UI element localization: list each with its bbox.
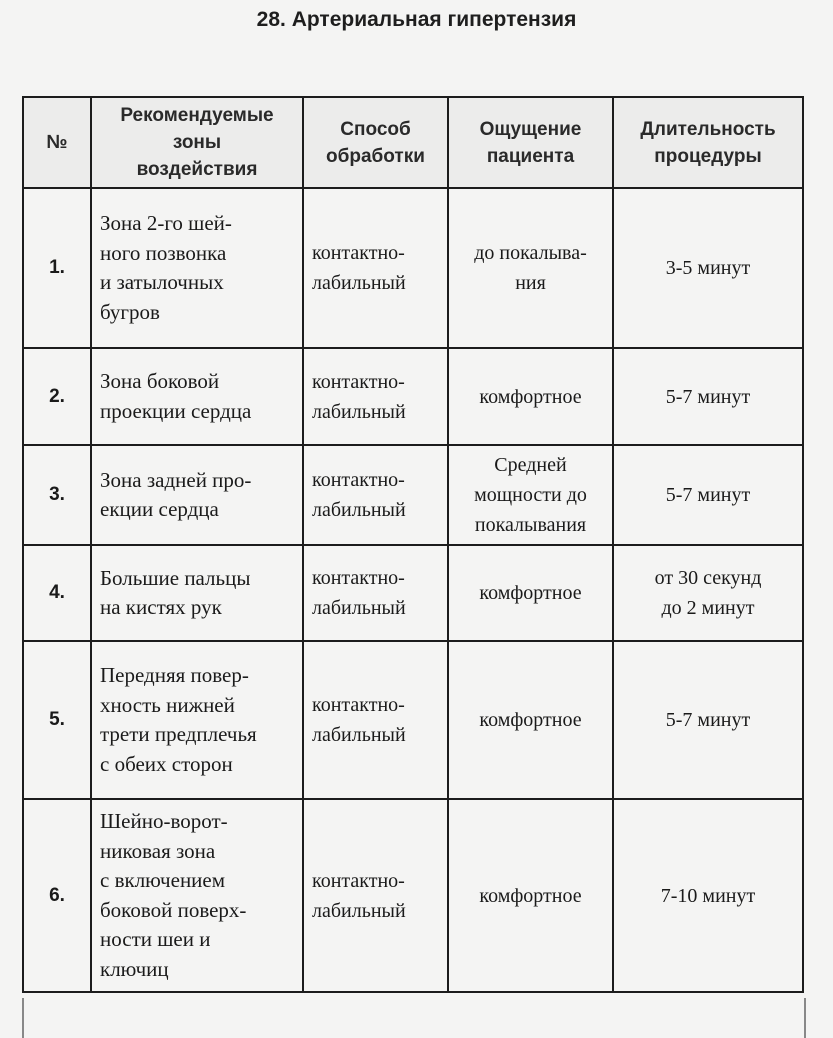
table-row <box>23 348 803 445</box>
table-row <box>23 445 803 545</box>
header-zones: Рекомендуемые зоны воздействия <box>91 97 303 188</box>
header-method: Способ обработки <box>303 97 448 188</box>
row-duration: 7-10 минут <box>613 799 803 992</box>
row-duration: 5-7 минут <box>613 348 803 445</box>
page-title: 28. Артериальная гипертензия <box>256 8 577 31</box>
header-duration: Длительность процедуры <box>613 97 803 188</box>
row-zone: Зона боковой проекции сердца <box>91 348 303 445</box>
table-row <box>23 641 803 799</box>
row-duration: 3-5 минут <box>613 188 803 348</box>
row-method: контактно- лабильный <box>303 641 448 799</box>
row-duration: 5-7 минут <box>613 641 803 799</box>
row-number: 5. <box>23 641 91 799</box>
row-zone: Большие пальцы на кистях рук <box>91 545 303 641</box>
row-zone: Зона задней про- екции сердца <box>91 445 303 545</box>
row-method: контактно- лабильный <box>303 799 448 992</box>
table-row <box>23 188 803 348</box>
row-number: 6. <box>23 799 91 992</box>
row-duration: 5-7 минут <box>613 445 803 545</box>
row-zone: Шейно-ворот- никовая зона с включением боковой поверх- ности шеи и ключиц <box>91 799 303 992</box>
row-method: контактно- лабильный <box>303 188 448 348</box>
row-sensation: комфортное <box>448 545 613 641</box>
header-sensation: Ощущение пациента <box>448 97 613 188</box>
row-duration: от 30 секунд до 2 минут <box>613 545 803 641</box>
row-sensation: комфортное <box>448 641 613 799</box>
row-zone: Зона 2-го шей- ного позвонка и затылочных бугров <box>91 188 303 348</box>
row-method: контактно- лабильный <box>303 545 448 641</box>
row-sensation: до покалыва- ния <box>448 188 613 348</box>
row-method: контактно- лабильный <box>303 348 448 445</box>
row-number: 1. <box>23 188 91 348</box>
table-row <box>23 545 803 641</box>
row-number: 4. <box>23 545 91 641</box>
table-continuation-edge <box>22 998 806 1038</box>
row-zone: Передняя повер- хность нижней трети предплечья с обеих сторон <box>91 641 303 799</box>
row-method: контактно- лабильный <box>303 445 448 545</box>
row-sensation: Средней мощности до покалывания <box>448 445 613 545</box>
table-row <box>23 799 803 992</box>
row-sensation: комфортное <box>448 348 613 445</box>
table-header-row <box>23 97 803 188</box>
row-number: 2. <box>23 348 91 445</box>
row-number: 3. <box>23 445 91 545</box>
row-sensation: комфортное <box>448 799 613 992</box>
header-number: № <box>23 97 91 188</box>
procedure-table <box>22 96 804 993</box>
